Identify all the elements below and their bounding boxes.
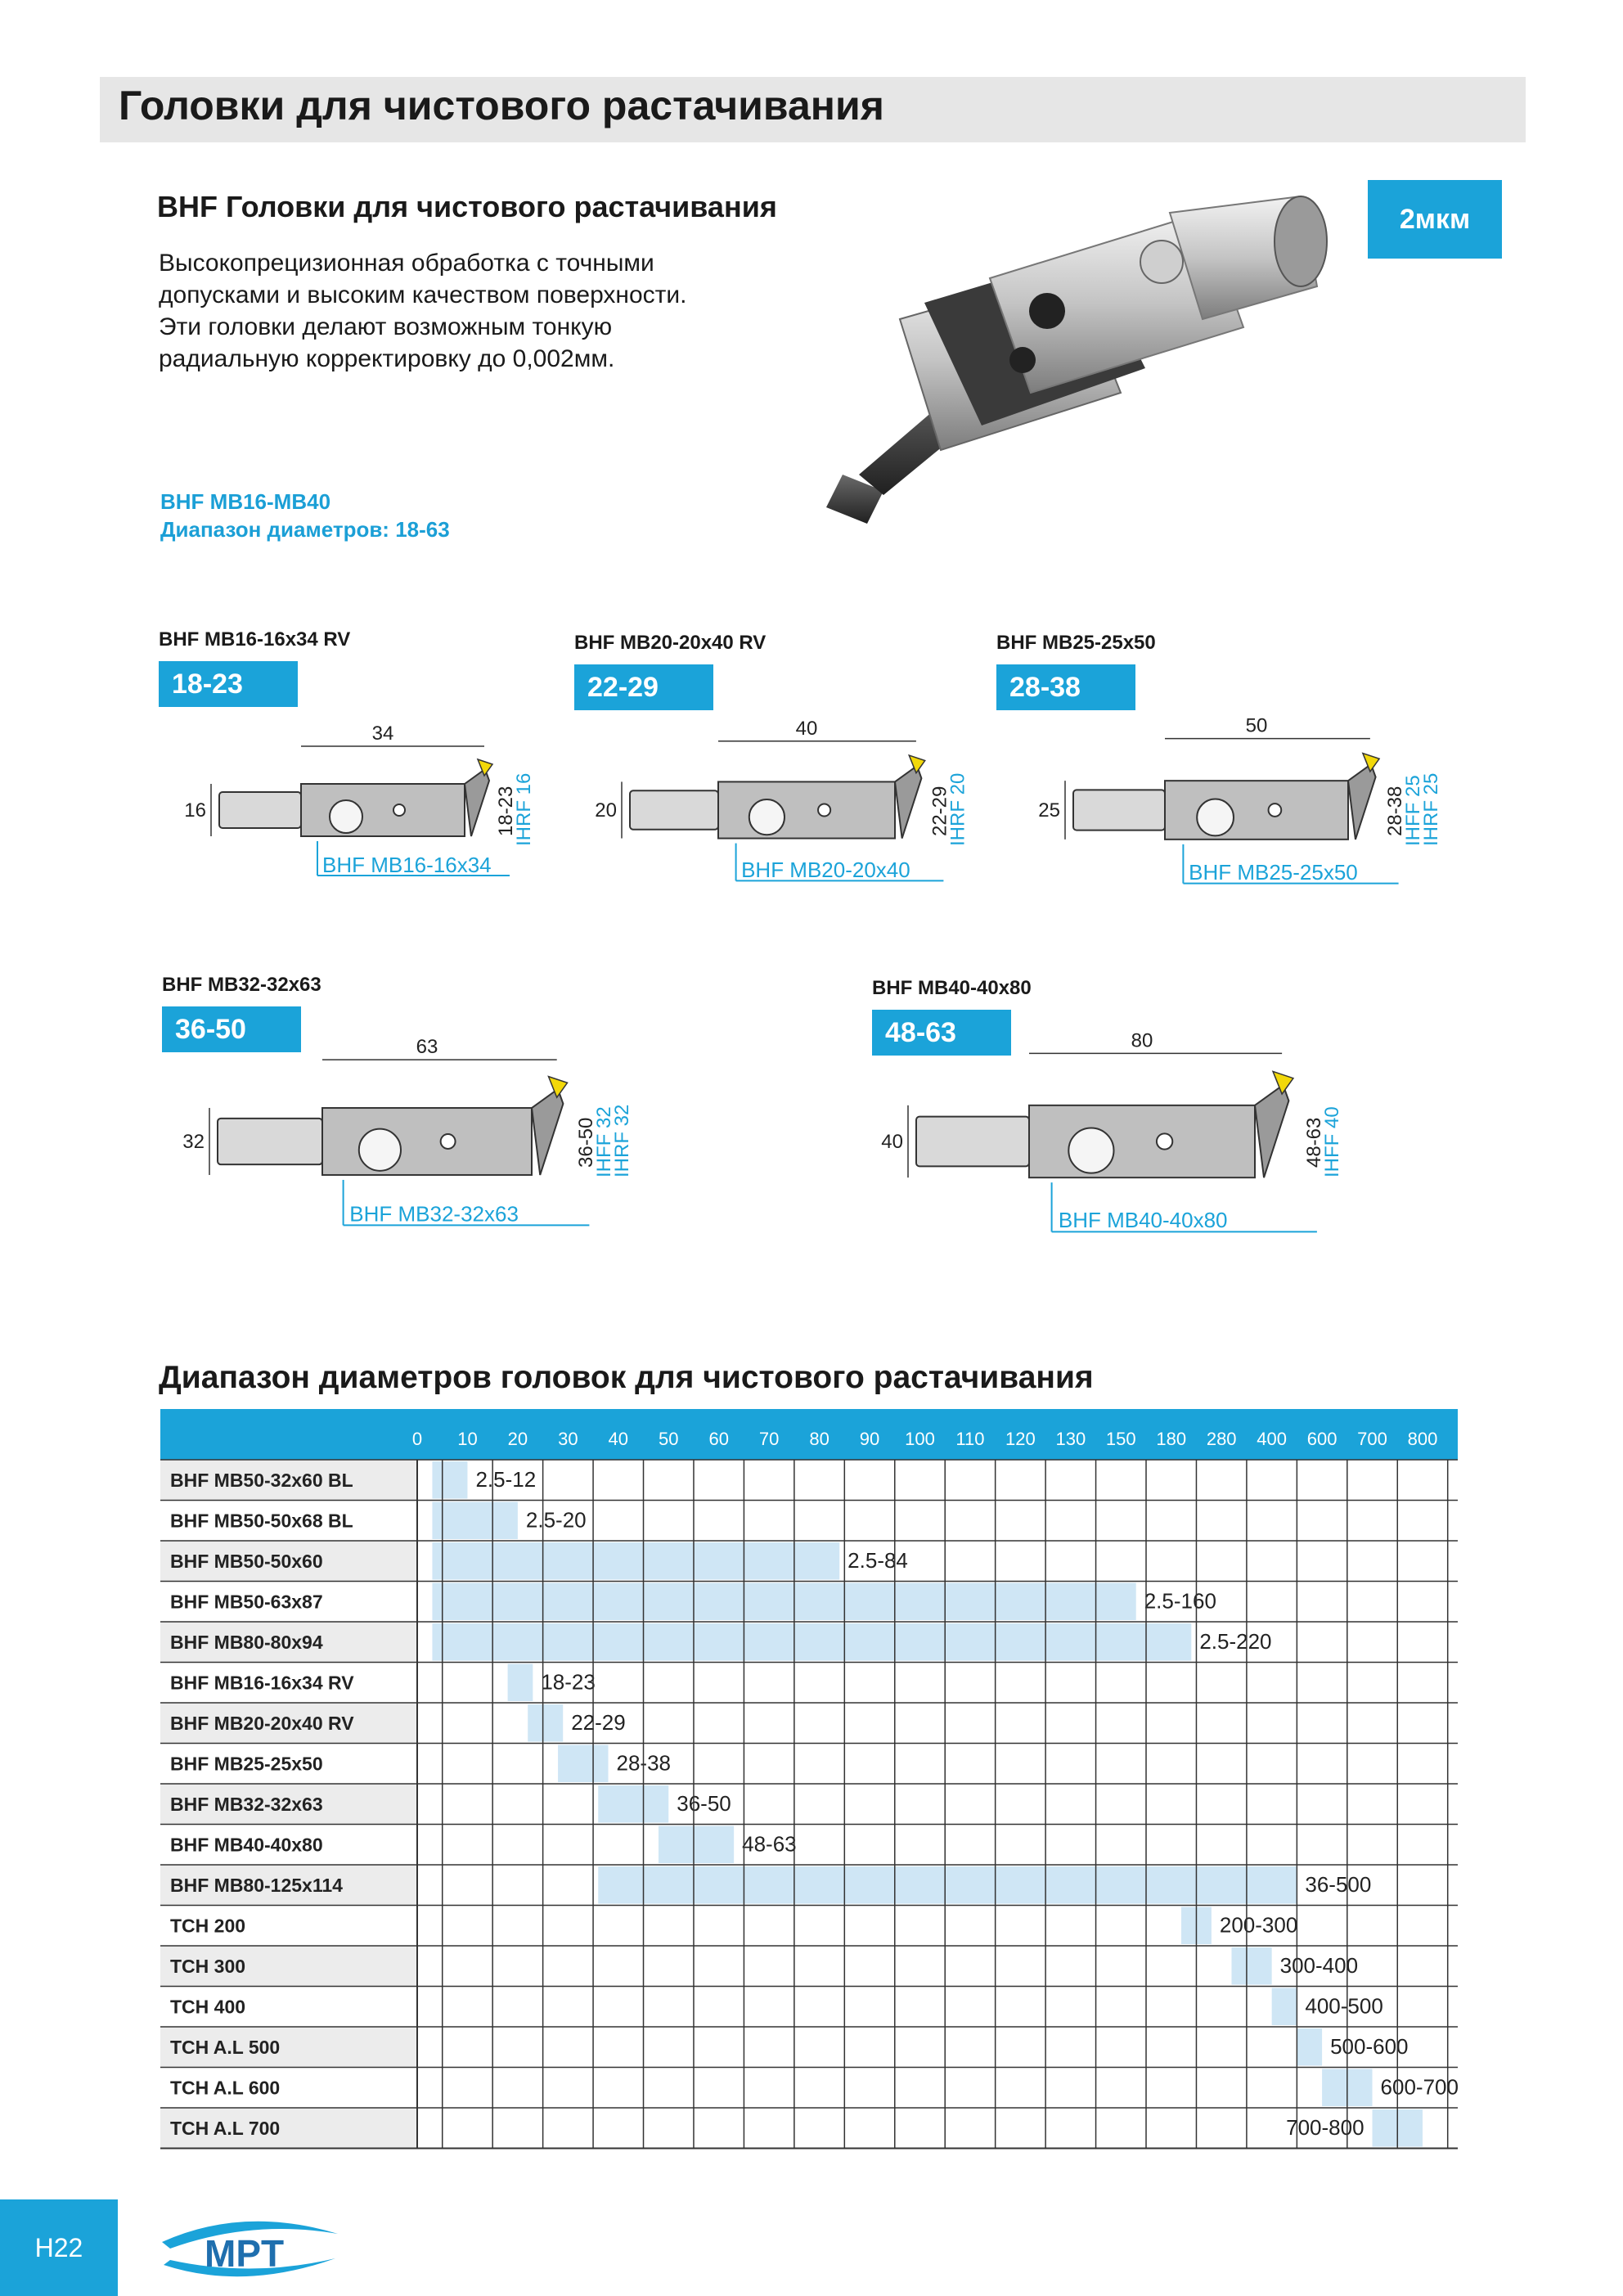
range-label: 2.5-12 [475,1467,537,1492]
length-dim: 80 [1131,1029,1153,1052]
range-label: 2.5-220 [1199,1629,1272,1654]
scale-tick-label: 60 [708,1429,729,1449]
range-bar [432,1461,467,1499]
page-title: Головки для чистового растачивания [119,83,884,128]
table-row [170,1502,587,1540]
shank-dim: 16 [184,799,206,822]
insert-code: IHFF 25 [1401,775,1424,846]
model-range-box: 22-29 [574,664,713,710]
range-bar [432,1623,1191,1661]
description-line: Высокопрецизионная обработка с точными [159,250,654,277]
model-callout: BHF MB40-40x80 [1058,1207,1228,1232]
range-label: 2.5-160 [1144,1588,1216,1614]
scale-tick-label: 70 [758,1429,780,1449]
model-callout: BHF MB25-25x50 [1189,860,1358,885]
model-range-box: 48-63 [872,1010,1011,1056]
table-row [170,1745,671,1783]
model-title: BHF MB25-25x50 [996,632,1156,654]
model-title: BHF MB32-32x63 [162,974,321,996]
row-name: BHF MB40-40x80 [170,1834,323,1856]
range-label: 2.5-84 [847,1548,908,1573]
length-dim: 40 [795,717,818,740]
range-bar [1297,2028,1322,2066]
model-title: BHF MB20-20x40 RV [574,632,767,654]
insert-code: IHRF 25 [1419,772,1442,846]
shank-dim: 20 [595,799,617,822]
scale-tick-label: 280 [1206,1429,1237,1449]
range-label: 36-50 [677,1791,731,1816]
row-name: BHF MB80-80x94 [170,1632,323,1653]
insert-code: IHFF 32 [593,1106,616,1177]
row-name: BHF MB25-25x50 [170,1753,323,1775]
row-name: BHF MB80-125x114 [170,1875,343,1896]
range-label: 600-700 [1380,2074,1459,2100]
table-row [160,1460,536,1501]
scale-tick-label: 130 [1055,1429,1086,1449]
range-label: 2.5-20 [525,1507,587,1533]
shank-dim: 32 [182,1131,205,1153]
table-row [170,1664,596,1702]
table-row [160,1784,731,1825]
range-label: 500-600 [1330,2034,1409,2059]
row-name: BHF MB50-63x87 [170,1591,323,1613]
scale-tick-label: 80 [809,1429,829,1449]
range-label: 36-500 [1305,1872,1372,1897]
description-line: Эти головки делают возможным тонкую [159,313,613,340]
scale-tick-label: 50 [659,1429,679,1449]
range-bar [598,1866,1297,1904]
range-bar [508,1664,533,1702]
logo-text: MPT [205,2232,285,2275]
scale-tick-label: 180 [1156,1429,1187,1449]
scale-tick-label: 600 [1306,1429,1338,1449]
model-range-box: 36-50 [162,1006,301,1052]
insert-code: IHRF 20 [946,772,969,846]
scale-tick-label: 30 [558,1429,578,1449]
model-callout: BHF MB32-32x63 [349,1201,519,1227]
row-name: BHF MB50-50x68 BL [170,1510,353,1532]
range-bar [558,1745,608,1783]
table-row [160,1622,1272,1663]
diameter-dim: 36-50 [575,1117,598,1168]
table-row [160,2027,1409,2068]
table-row [160,2108,1423,2149]
range-label: 28-38 [616,1750,672,1776]
table-row [170,2069,1459,2107]
table-row [170,1826,797,1864]
range-bar [598,1785,668,1823]
scale-tick-label: 10 [457,1429,478,1449]
row-name: TCH A.L 700 [170,2118,281,2139]
range-label: 400-500 [1305,1993,1383,2019]
table-row [170,1988,1383,2026]
length-dim: 34 [371,723,394,745]
scale-tick-label: 700 [1357,1429,1387,1449]
table-row [170,1907,1297,1945]
range-bar [659,1826,734,1864]
shank-dim: 25 [1038,799,1060,822]
table-row [160,1703,626,1744]
diameter-dim: 48-63 [1303,1117,1326,1168]
row-name: BHF MB50-50x60 [170,1551,323,1572]
description-line: радиальную корректировку до 0,002мм. [159,345,615,372]
range-label: 22-29 [571,1710,626,1735]
row-name: TCH 400 [170,1996,246,2018]
scale-tick-label: 800 [1407,1429,1438,1449]
range-bar [432,1542,839,1580]
range-label: 18-23 [541,1669,596,1695]
diameter-dim: 28-38 [1383,786,1406,836]
page-number: H22 [0,2199,118,2296]
scale-tick-label: 90 [859,1429,880,1449]
range-label: 48-63 [742,1831,797,1857]
diameter-dim: 22-29 [928,786,951,836]
length-dim: 63 [416,1036,438,1059]
diameter-dim: 18-23 [495,786,517,836]
range-label: 700-800 [1286,2115,1364,2140]
scale-tick-label: 400 [1257,1429,1287,1449]
scale-tick-label: 120 [1005,1429,1036,1449]
mpt-logo [154,2209,347,2285]
table-row [160,1946,1358,1987]
model-callout: BHF MB20-20x40 [741,858,910,883]
scale-tick-label: 150 [1105,1429,1136,1449]
table-row [160,1541,908,1582]
scale-tick-label: 40 [608,1429,629,1449]
row-name: TCH 300 [170,1956,246,1977]
row-name: TCH 200 [170,1915,246,1937]
model-range-box: 28-38 [996,664,1135,710]
section-subtitle: BHF Головки для чистового растачивания [157,190,777,223]
row-name: BHF MB50-32x60 BL [170,1470,353,1491]
insert-code: IHRF 16 [513,772,535,846]
series-diameter-range: Диапазон диаметров: 18-63 [160,517,450,542]
table-title: Диапазон диаметров головок для чистового растачивания [159,1360,1094,1395]
range-label: 300-400 [1279,1953,1359,1978]
model-title: BHF MB40-40x80 [872,977,1032,999]
shank-dim: 40 [881,1131,903,1153]
scale-tick-label: 0 [411,1429,423,1449]
series-name: BHF MB16-MB40 [160,489,331,514]
range-bar [432,1583,1135,1621]
model-range-box: 18-23 [159,661,298,707]
scale-tick-label: 20 [507,1429,528,1449]
row-name: BHF MB20-20x40 RV [170,1713,354,1734]
range-bar [1231,1947,1271,1985]
range-bar [528,1704,563,1742]
precision-badge: 2мкм [1368,180,1502,259]
scale-tick-label: 100 [905,1429,935,1449]
row-name: TCH A.L 600 [170,2077,281,2099]
model-title: BHF MB16-16x34 RV [159,628,351,651]
scale-tick-label: 110 [955,1429,985,1449]
row-name: BHF MB32-32x63 [170,1794,323,1815]
insert-code: IHFF 40 [1321,1106,1344,1177]
range-bar [1272,1988,1297,2026]
row-name: BHF MB16-16x34 RV [170,1672,354,1694]
range-bar [432,1502,517,1540]
description-line: допусками и высоким качеством поверхности. [159,281,687,308]
range-label: 200-300 [1219,1912,1298,1938]
table-row [160,1865,1371,1906]
model-callout: BHF MB16-16x34 [322,853,492,877]
insert-code: IHRF 32 [611,1104,634,1177]
row-name: TCH A.L 500 [170,2037,281,2058]
length-dim: 50 [1245,714,1268,737]
